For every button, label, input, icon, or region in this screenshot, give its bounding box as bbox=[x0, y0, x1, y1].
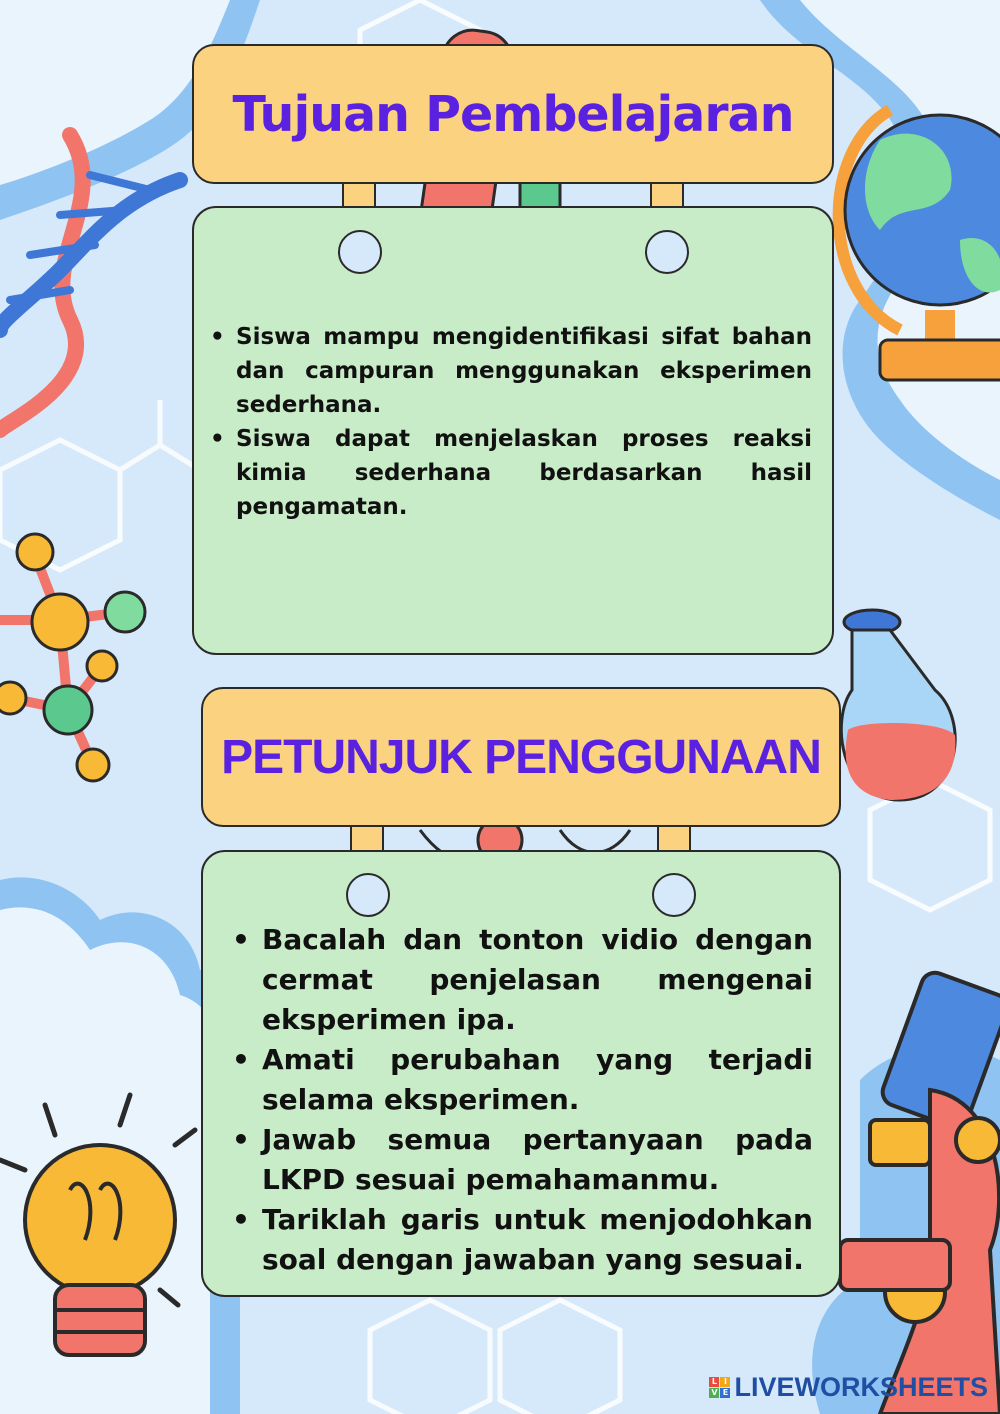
instruction-item: • Bacalah dan tonton vidio dengan cermat penjelasan mengenai eksperimen ipa. bbox=[262, 920, 813, 1040]
hanger-ring bbox=[645, 230, 689, 274]
hanger-ring bbox=[346, 873, 390, 917]
brand-name: LIVEWORKSHEETS bbox=[734, 1372, 988, 1402]
objective-item: • Siswa mampu mengidentifikasi sifat bahan dan campuran menggunakan eksperimen sederhana. bbox=[236, 320, 812, 422]
learning-objectives-title: Tujuan Pembelajaran bbox=[232, 85, 794, 143]
usage-instructions-list bbox=[262, 920, 813, 1280]
usage-instructions-header bbox=[201, 687, 841, 827]
hanger-ring bbox=[338, 230, 382, 274]
logo-letter: I bbox=[720, 1377, 730, 1387]
instruction-item: • Tariklah garis untuk menjodohkan soal dengan jawaban yang sesuai. bbox=[262, 1200, 813, 1280]
objective-item: • Siswa dapat menjelaskan proses reaksi kimia sederhana berdasarkan hasil pengamatan. bbox=[236, 422, 812, 524]
instruction-item: • Jawab semua pertanyaan pada LKPD sesuai pemahamanmu. bbox=[262, 1120, 813, 1200]
logo-letter: V bbox=[711, 1388, 718, 1397]
logo-letter: L bbox=[709, 1377, 719, 1387]
instruction-item: • Amati perubahan yang terjadi selama eksperimen. bbox=[262, 1040, 813, 1120]
hanger-ring bbox=[652, 873, 696, 917]
liveworksheets-watermark[interactable] bbox=[709, 1372, 988, 1403]
learning-objectives-header bbox=[192, 44, 834, 184]
logo-letter: E bbox=[720, 1388, 730, 1398]
liveworksheets-logo-icon bbox=[709, 1377, 730, 1398]
learning-objectives-list bbox=[236, 320, 812, 524]
usage-instructions-title: PETUNJUK PENGGUNAAN bbox=[221, 730, 821, 784]
